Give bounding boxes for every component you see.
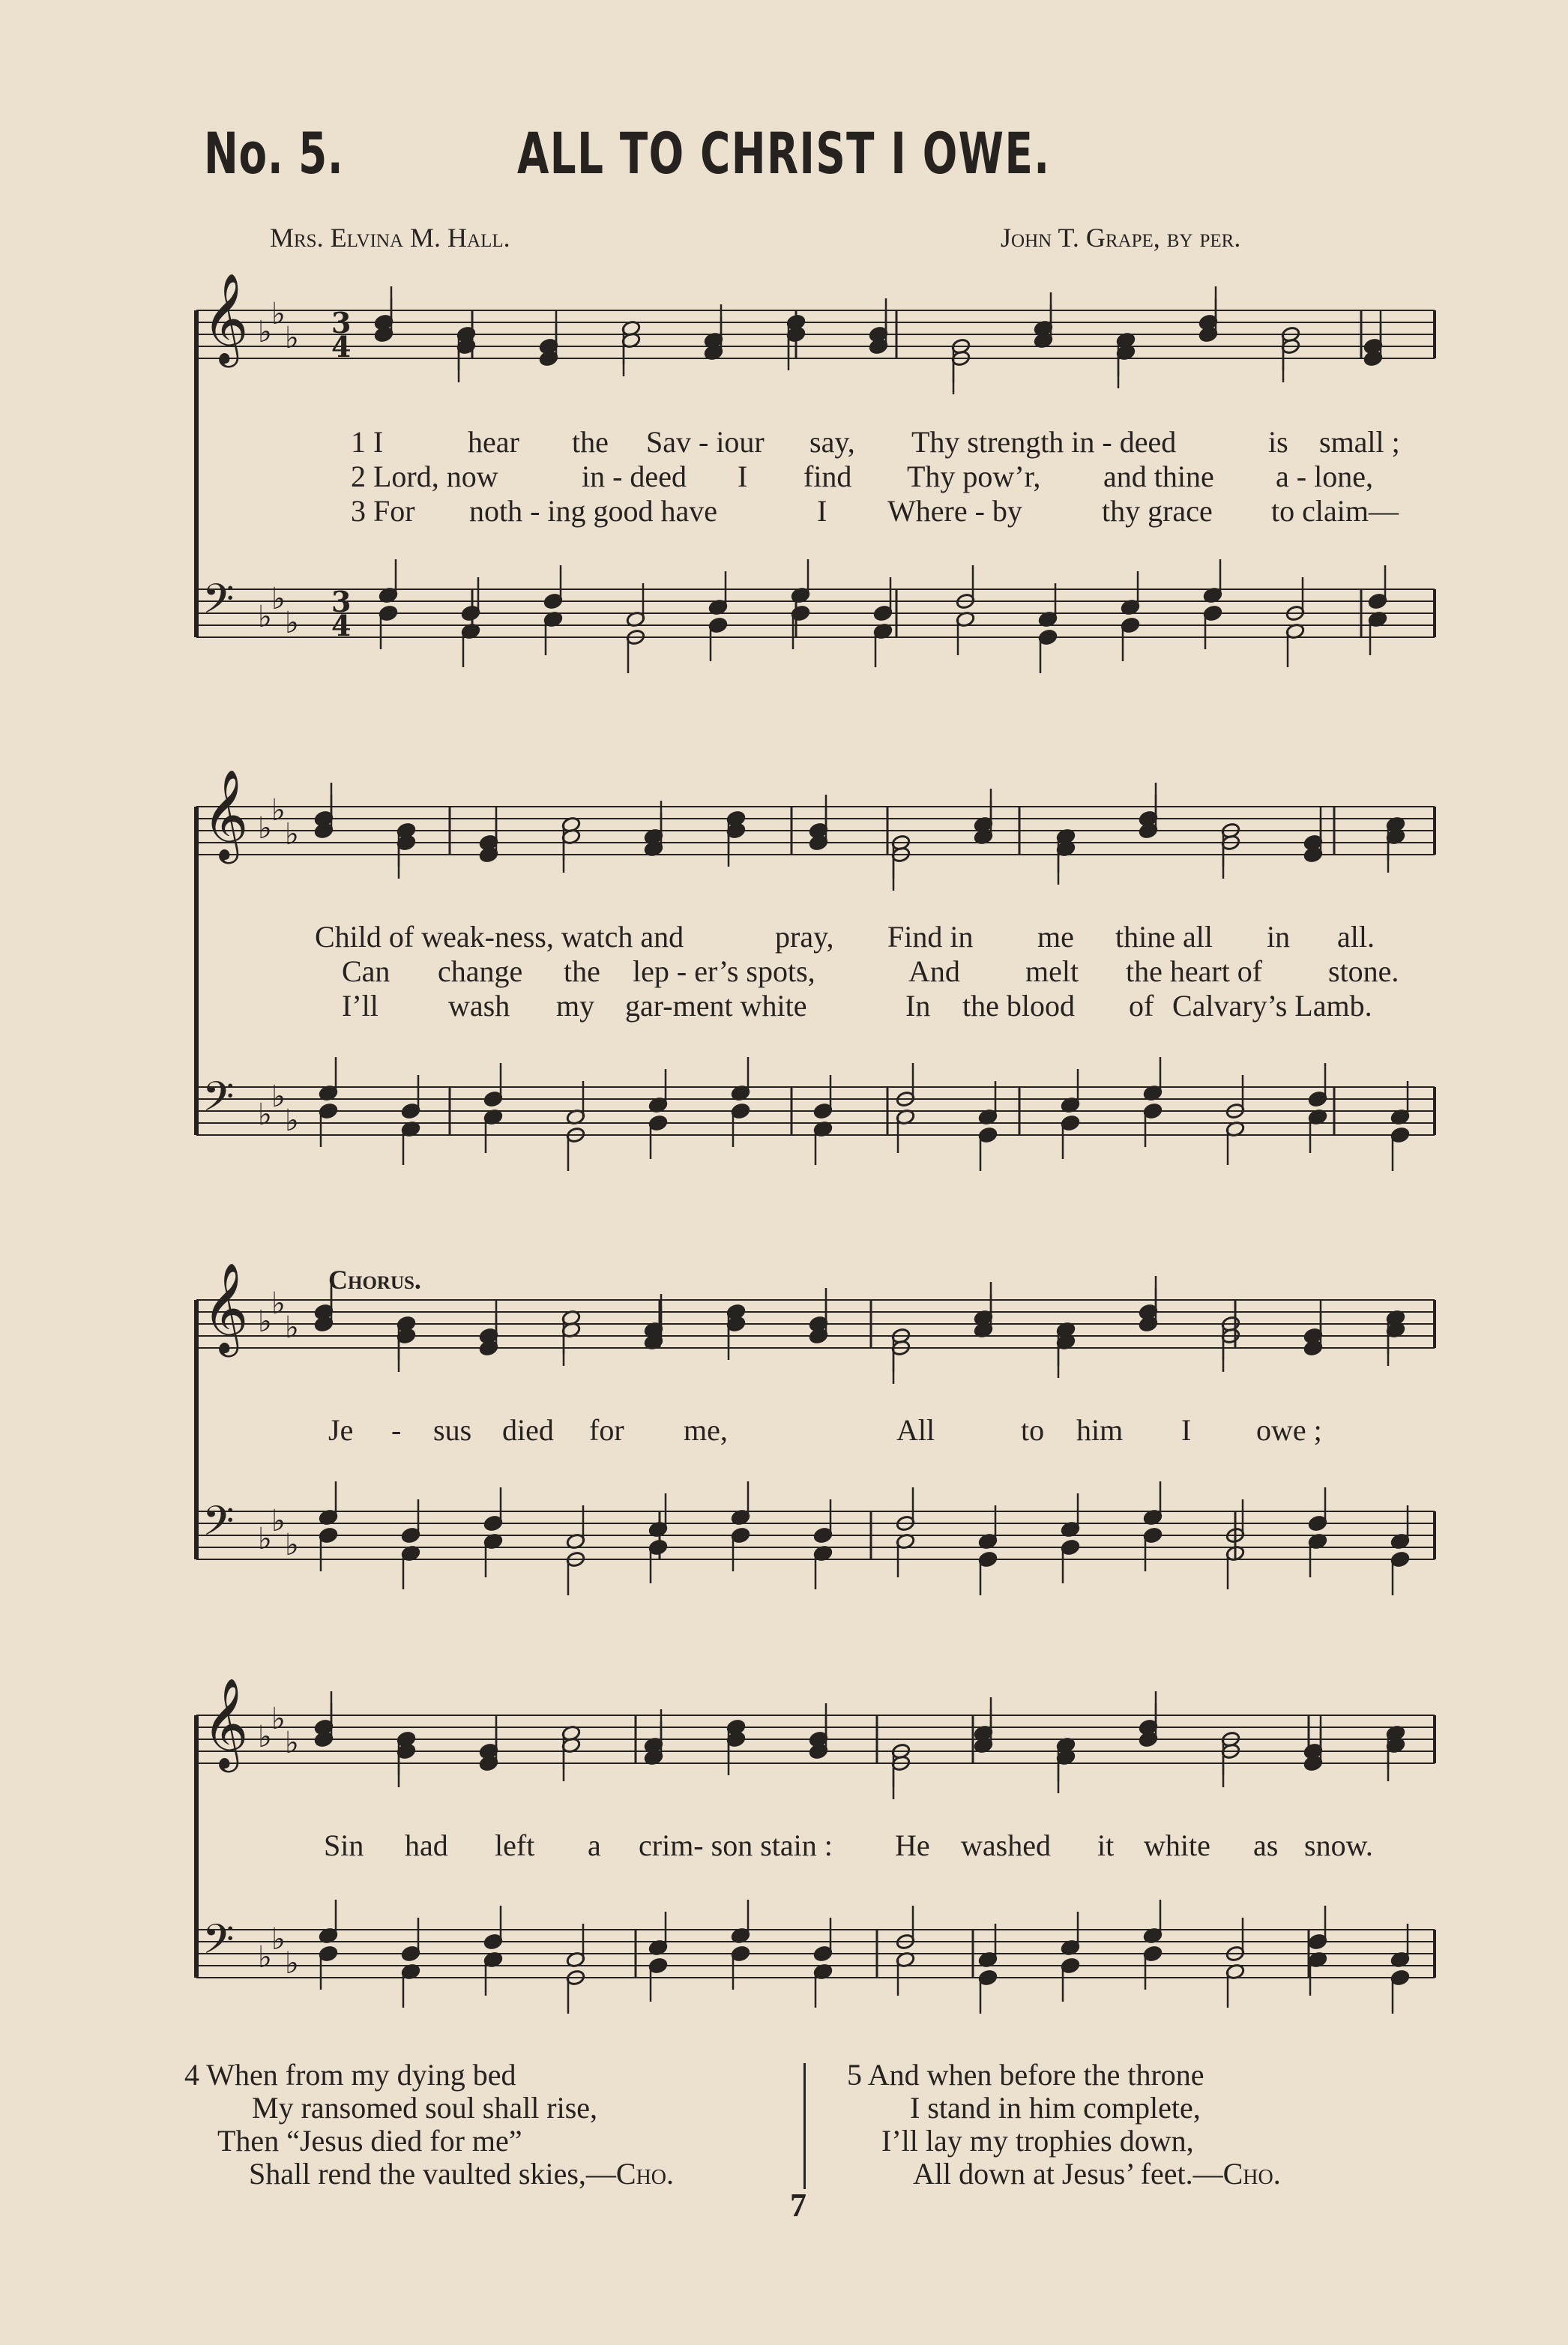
lyric-word: He [895,1828,930,1862]
lyric-word: the heart of [1126,954,1263,988]
lyric-word: Thy strength in - deed [911,425,1177,459]
bass-clef-icon: 𝄢 [202,1915,235,1973]
lyric-line [0,493,1568,528]
lyric-word: in [1267,920,1291,954]
lyric-word: left [495,1828,535,1862]
lyric-line [0,459,1568,493]
lyric-word: - [391,1413,402,1447]
lyric-word: me [1037,920,1074,954]
lyric-word: it [1097,1828,1115,1862]
verse-5-text: All down at Jesus’ feet.— [913,2157,1223,2191]
flat-sign-icon: ♭ [258,315,272,349]
lyric-word: to [1021,1413,1045,1447]
lyric-word: Child of weak-ness, watch and [315,920,684,954]
lyric-word: of [1129,989,1154,1023]
lyric-word: my [556,989,595,1023]
flat-sign-icon: ♭ [285,321,299,355]
lyric-word: Je [328,1413,354,1447]
chorus-refrain-marker: Cho. [1222,2157,1281,2191]
lyric-word: a - lone, [1276,460,1373,493]
verse-4-line: 4 When from my dying bed [184,2058,516,2092]
lyric-word: All [896,1413,935,1447]
bass-clef-icon: 𝄢 [202,1073,235,1131]
lyric-word: snow. [1304,1828,1373,1862]
lyric-word: the [572,425,609,459]
chorus-refrain-marker: Cho. [615,2157,675,2191]
flat-sign-icon: ♭ [271,1504,286,1538]
lyric-word: change [438,954,523,988]
lyric-line [0,954,1568,988]
bass-clef-icon: 𝄢 [202,575,235,633]
lyric-word: sus [433,1413,472,1447]
flat-sign-icon: ♭ [285,1310,299,1345]
lyric-word: washed [961,1828,1051,1862]
lyric-line [0,424,1568,459]
flat-sign-icon: ♭ [258,811,272,846]
verse-4-text: Shall rend the vaulted skies,— [249,2157,616,2191]
lyric-word: the blood [962,989,1075,1023]
lyric-word: thine all [1115,920,1213,954]
lyric-word: the [564,954,600,988]
time-signature-digit: 3 [331,306,352,340]
lyric-word: him [1076,1413,1124,1447]
lyric-word: for [589,1413,624,1447]
lyric-word: And [908,954,960,988]
verse-4-line [249,2156,674,2191]
lyric-line [0,1828,1568,1862]
flat-sign-icon: ♭ [258,1720,272,1754]
lyric-word: white [1144,1828,1210,1862]
flat-sign-icon: ♭ [258,600,272,634]
lyric-word: Sin [324,1828,364,1862]
lyric-word: hear [468,425,519,459]
lyric-word: noth - ing good have [469,494,718,528]
lyric-word: say, [809,425,855,459]
flat-sign-icon: ♭ [285,1946,299,1981]
lyric-word: stone. [1328,954,1399,988]
lyric-word: as [1253,1828,1279,1862]
lyric-word: and thine [1103,460,1214,493]
flat-sign-icon: ♭ [271,297,286,331]
lyric-word: 2 Lord, now [351,460,498,493]
verse-5-line: I’ll lay my trophies down, [881,2124,1194,2158]
lyric-word: In [905,989,931,1023]
flat-sign-icon: ♭ [285,1104,299,1138]
lyricist-credit: Mrs. Elvina M. Hall. [270,223,510,253]
composer-credit: John T. Grape, by per. [1001,223,1241,253]
lyric-word: Sav - iour [646,425,765,459]
time-signature-digit: 3 [331,585,352,618]
time-signature-digit: 4 [331,609,352,642]
chorus-label: Chorus. [328,1265,421,1295]
lyric-word: Calvary’s Lamb. [1172,989,1372,1023]
lyric-word: is [1268,425,1288,459]
lyric-word: 3 For [351,494,415,528]
time-signature-digit: 4 [331,330,352,364]
treble-clef-icon: 𝄞 [202,768,249,860]
flat-sign-icon: ♭ [271,1080,286,1114]
lyric-word: pray, [775,920,834,954]
verse-5-line [913,2156,1281,2191]
flat-sign-icon: ♭ [258,1098,272,1132]
flat-sign-icon: ♭ [285,1528,299,1562]
page-number: 7 [790,2187,806,2224]
lyric-word: Where - by [887,494,1022,528]
lyric-word: Thy pow’r, [907,460,1041,493]
lyric-word: small ; [1319,425,1400,459]
lyric-word: I [817,494,827,528]
flat-sign-icon: ♭ [285,606,299,640]
treble-clef-icon: 𝄞 [202,1677,249,1768]
lyric-word: all. [1337,920,1375,954]
lyric-word: find [803,460,852,493]
lyric-word: I’ll [342,989,379,1023]
lyric-line [0,988,1568,1023]
verse-4-line: Then “Jesus died for me” [217,2124,522,2158]
lyric-word: lep - er’s spots, [633,954,815,988]
lyric-word: melt [1025,954,1079,988]
flat-sign-icon: ♭ [271,793,286,828]
flat-sign-icon: ♭ [258,1940,272,1975]
lyric-word: me, [684,1413,728,1447]
lyric-word: a [588,1828,601,1862]
lyric-word: wash [448,989,510,1023]
lyric-line [0,1412,1568,1447]
lyric-word: Can [342,954,391,988]
lyric-word: died [502,1413,554,1447]
treble-clef-icon: 𝄞 [202,1262,249,1353]
lyric-word: gar-ment white [625,989,807,1023]
lyric-word: had [405,1828,448,1862]
verse-5-line: I stand in him complete, [910,2091,1201,2125]
lyric-word: owe ; [1256,1413,1322,1447]
flat-sign-icon: ♭ [285,1726,299,1760]
verse-5-line: 5 And when before the throne [847,2058,1204,2092]
lyric-word: I [738,460,748,493]
verse-divider [803,2063,806,2189]
lyric-word: crim- son stain : [639,1828,833,1862]
flat-sign-icon: ♭ [258,1304,272,1339]
lyric-word: 1 I [351,425,384,459]
lyric-word: to claim— [1271,494,1399,528]
lyric-word: thy grace [1102,494,1213,528]
flat-sign-icon: ♭ [285,817,299,852]
flat-sign-icon: ♭ [271,1702,286,1736]
flat-sign-icon: ♭ [271,1286,286,1321]
lyric-word: in - deed [582,460,687,493]
treble-clef-icon: 𝄞 [202,272,249,364]
flat-sign-icon: ♭ [258,1522,272,1556]
lyric-word: Find in [887,920,974,954]
lyric-word: I [1181,1413,1192,1447]
flat-sign-icon: ♭ [271,1922,286,1957]
verse-4-line: My ransomed soul shall rise, [252,2091,598,2125]
hymn-title: ALL TO CHRIST I OWE. [517,120,1051,187]
flat-sign-icon: ♭ [271,582,286,616]
bass-clef-icon: 𝄢 [202,1497,235,1555]
lyric-line [0,919,1568,954]
hymn-number: No. 5. [204,120,344,187]
